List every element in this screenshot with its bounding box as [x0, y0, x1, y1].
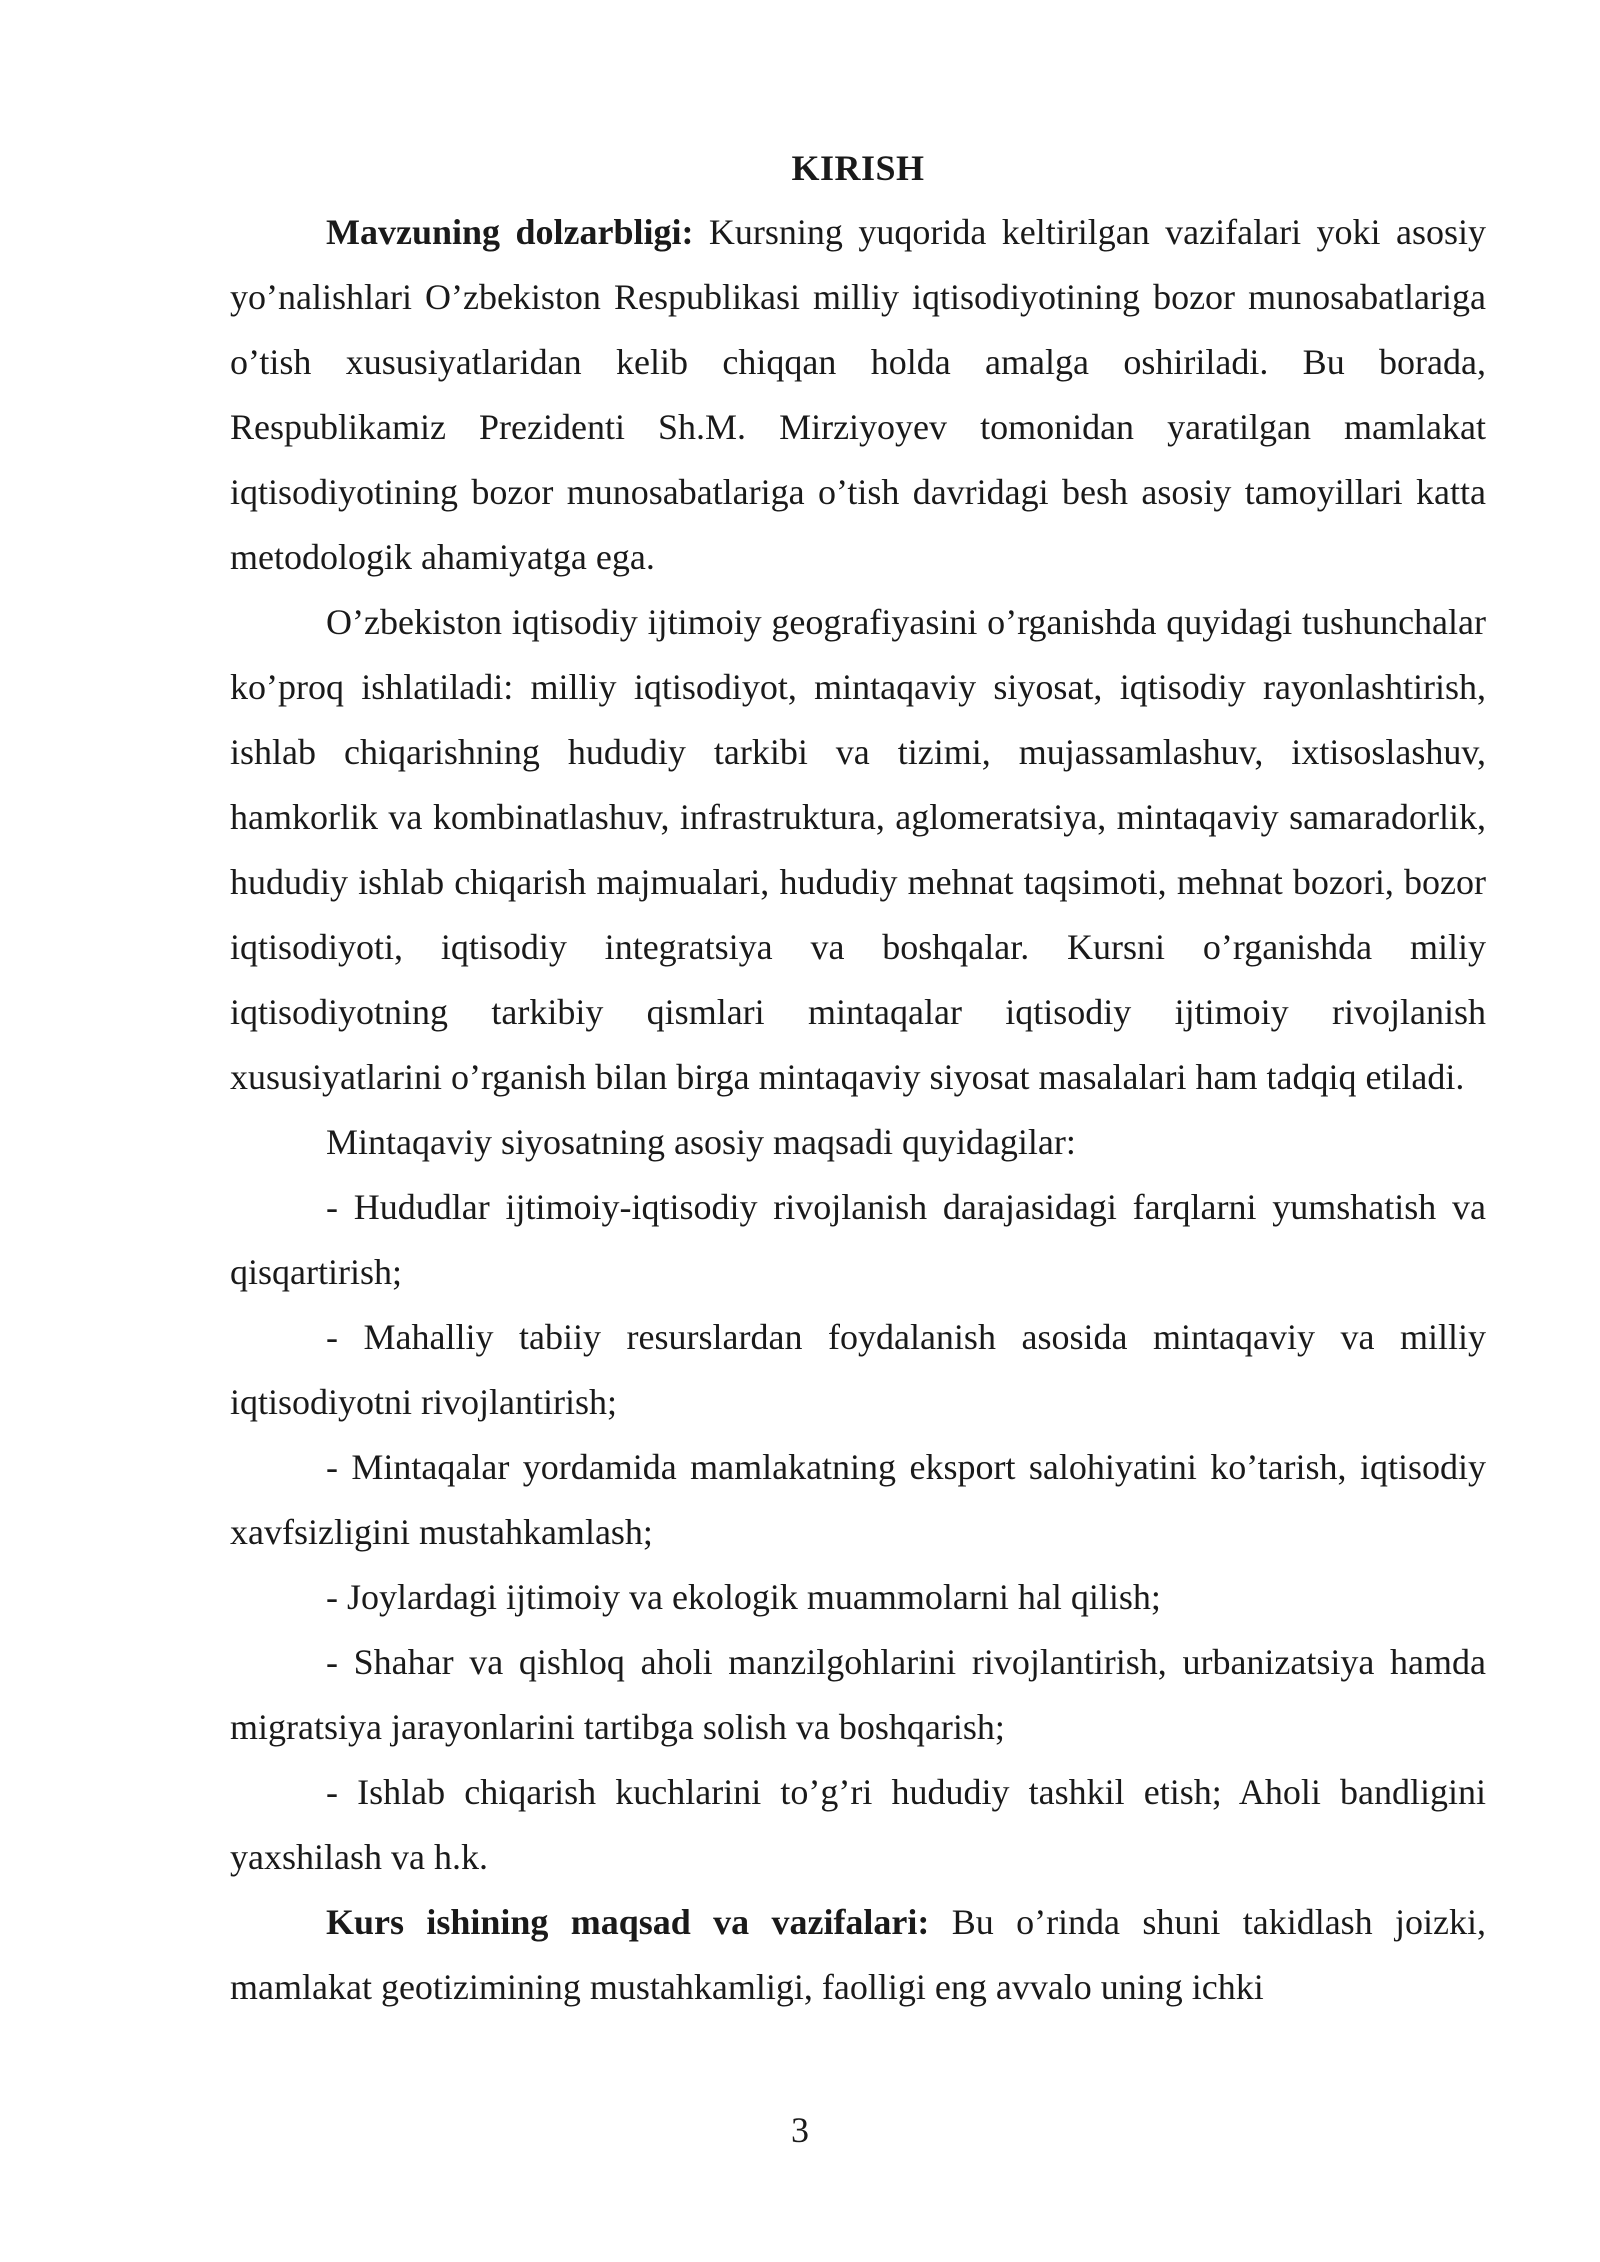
- document-title: KIRISH: [791, 148, 925, 188]
- list-item-goal-5: - Shahar va qishloq aholi manzilgohlarini rivojlantirish, urbanizatsiya hamda migratsiya jarayonlarini tartibga solish va boshqarish;: [230, 1642, 1486, 1747]
- paragraph-text: Kursning yuqorida keltirilgan vazifalari yoki asosiy yo’nalishlari O’zbekiston Respublikasi milliy iqtisodiyotining bozor munosabatlariga o’tish xususiyatlaridan kelib chiqqan holda amalga oshiriladi. Bu borada, Respublikamiz Prezidenti Sh.M. Mirziyoyev tomonidan yaratilgan mamlakat iqtisodiyotining bozor munosabatlariga o’tish davridagi besh asosiy tamoyillari katta metodologik ahamiyatga ega.: [230, 212, 1486, 577]
- list-item-goal-6: - Ishlab chiqarish kuchlarini to’g’ri hududiy tashkil etish; Aholi bandligini yaxshilash va h.k.: [230, 1772, 1486, 1877]
- list-item-goal-3: - Mintaqalar yordamida mamlakatning eksport salohiyatini ko’tarish, iqtisodiy xavfsizligini mustahkamlash;: [230, 1447, 1486, 1552]
- page-number: 3: [791, 2110, 809, 2150]
- paragraph-lead: Mavzuning dolzarbligi:: [326, 212, 694, 252]
- list-item-goal-2: - Mahalliy tabiiy resurslardan foydalanish asosida mintaqaviy va milliy iqtisodiyotni rivojlantirish;: [230, 1317, 1486, 1422]
- paragraph-text: Bu o’rinda shuni takidlash joizki, mamlakat geotizimining mustahkamligi, faolligi eng avvalo uning ichki: [230, 1902, 1487, 2007]
- paragraph-goals-intro: Mintaqaviy siyosatning asosiy maqsadi quyidagilar:: [326, 1122, 1076, 1162]
- paragraph-concepts: O’zbekiston iqtisodiy ijtimoiy geografiyasini o’rganishda quyidagi tushunchalar ko’proq ishlatiladi: milliy iqtisodiyot, mintaqaviy siyosat, iqtisodiy rayonlashtirish, ishlab chiqarishning hududiy tarkibi va tizimi, mujassamlashuv, ixtisoslashuv, hamkorlik va kombinatlashuv, infrastruktura, aglomeratsiya, mintaqaviy samaradorlik, hududiy ishlab chiqarish majmualari, hududiy mehnat taqsimoti, mehnat bozori, bozor iqtisodiyoti, iqtisodiy integratsiya va boshqalar. Kursni o’rganishda miliy iqtisodiyotning tarkibiy qismlari mintaqalar iqtisodiy ijtimoiy rivojlanish xususiyatlarini o’rganish bilan birga mintaqaviy siyosat masalalari ham tadqiq etiladi.: [230, 602, 1486, 1097]
- paragraph-lead: Kurs ishining maqsad va vazifalari:: [326, 1902, 930, 1942]
- paragraph-relevance: [230, 200, 1486, 590]
- document-page: [230, 150, 1486, 2020]
- paragraph-objectives: [230, 1890, 1486, 2020]
- list-item-goal-4: - Joylardagi ijtimoiy va ekologik muammolarni hal qilish;: [326, 1577, 1161, 1617]
- list-item-goal-1: - Hududlar ijtimoiy-iqtisodiy rivojlanish darajasidagi farqlarni yumshatish va qisqartirish;: [230, 1187, 1486, 1292]
